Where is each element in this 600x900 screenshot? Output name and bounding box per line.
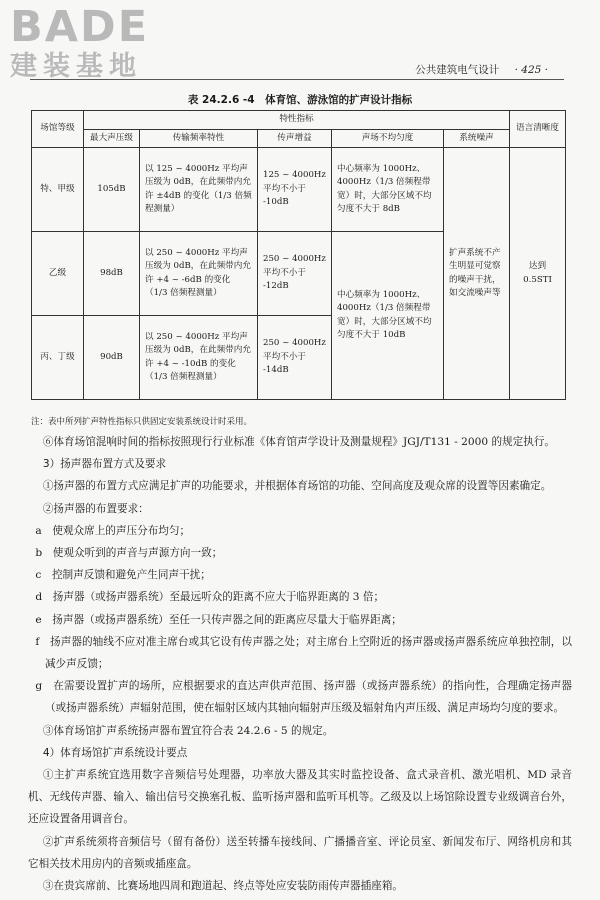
list-item: c 控制声反馈和避免产生同声干扰； [35,569,211,582]
cell-grade: 丙、丁级 [32,316,84,400]
list-item: g 在需要设置扩声的场所，应根据要求的直达声供声范围、扬声器（或扬声器系统）的指向性，合理确定扬声器（或扬声器系统）声辐射范围，使在辐射区域内其轴向辐射声压级及辐射角内声压级、满足声场均匀度的要求。 [35,680,572,715]
logo-subtitle: 建装基地 [10,51,142,82]
header-rule [30,79,564,80]
cell-gain: 250 ~ 4000Hz 平均不小于 -12dB [258,232,332,316]
col-header-clarity: 语言清晰度 [510,111,566,148]
cell-max-spl: 105dB [84,148,140,232]
cell-uniformity: 中心频率为 1000Hz、4000Hz（1/3 倍频程带宽）时，大部分区域不均匀度不大于 8dB [332,148,444,232]
list-item: b 使观众听到的声音与声源方向一致； [35,547,223,560]
spec-table-wrapper [31,110,565,400]
spec-table [31,110,566,400]
table-header-row [32,111,566,130]
list-item: a 使观众席上的声压分布均匀； [35,524,191,537]
col-header-freq: 传输频率特性 [140,129,258,148]
cell-noise: 扩声系统不产生明显可觉察的噪声干扰，如交流噪声等 [444,148,510,400]
cell-freq: 以 125 ~ 4000Hz 平均声压级为 0dB，在此频带内允许 ±4dB 的变化（1/3 倍频程测量） [140,148,258,232]
section-heading: 4）体育场馆扩声系统设计要点 [42,746,188,759]
cell-freq: 以 250 ~ 4000Hz 平均声压级为 0dB，在此频带内允许 +4 ~ -10dB 的变化（1/3 倍频程测量） [140,316,258,400]
section-heading: 3）扬声器布置方式及要求 [42,458,167,471]
cell-clarity: 达到 0.5STI [510,148,566,400]
col-header-noise: 系统噪声 [444,129,510,148]
col-header-max-spl: 最大声压级 [84,129,140,148]
col-group-header: 特性指标 [84,111,510,130]
paragraph: ②扩声系统须将音频信号（留有备份）送至转播车接线间、广播播音室、评论员室、新闻发布厅、网络机房和其它相关技术用房内的音频或插座盒。 [28,835,572,870]
list-item: d 扬声器（或扬声器系统）至最远听众的距离不应大于临界距离的 3 倍； [35,591,385,604]
paragraph: ⑥体育场馆混响时间的指标按照现行行业标准《体育馆声学设计及测量规程》JGJ/T131 - 2000 的规定执行。 [42,436,556,448]
table-row [32,148,566,232]
cell-gain: 250 ~ 4000Hz 平均不小于 -14dB [258,316,332,400]
cell-uniformity: 中心频率为 1000Hz、4000Hz（1/3 倍频程带宽）时，大部分区域不均匀度不大于 10dB [332,232,444,400]
paragraph: ③在贵宾席前、比赛场地四周和跑道起、终点等处应安装防雨传声器插座箱。 [42,880,404,893]
table-note: 注：表中所列扩声特性指标只供固定安装系统设计时采用。 [31,417,253,427]
cell-gain: 125 ~ 4000Hz 平均不小于 -10dB [258,148,332,232]
paragraph: ③体育场馆扩声系统扬声器布置宜符合表 24.2.6 - 5 的规定。 [42,724,334,737]
list-item: e 扬声器（或扬声器系统）至任一只传声器之间的距离应尽量大于临界距离； [35,613,402,626]
col-header-uniformity: 声场不均匀度 [332,129,444,148]
running-header [415,62,548,77]
brand-logo [10,4,210,84]
paragraph: ①扬声器的布置方式应满足扩声的功能要求，并根据体育场馆的功能、空间高度及观众席的设置等因素确定。 [42,480,552,493]
logo-wordmark: BADE [10,2,150,52]
col-header-grade: 场馆等级 [32,111,84,148]
body-text [28,431,572,897]
table-subheader-row [32,129,566,148]
cell-grade: 特、甲级 [32,148,84,232]
paragraph: ②扬声器的布置要求： [42,502,149,515]
cell-freq: 以 250 ~ 4000Hz 平均声压级为 0dB，在此频带内允许 +4 ~ -6dB 的变化（1/3 倍频程测量） [140,232,258,316]
cell-max-spl: 90dB [84,316,140,400]
col-header-gain: 传声增益 [258,129,332,148]
table-title: 表 24.2.6 -4 体育馆、游泳馆的扩声设计指标 [187,94,413,106]
page-number: · 425 · [514,64,548,76]
paragraph: ①主扩声系统宜选用数字音频信号处理器，功率放大器及其实时监控设备、盒式录音机、激光唱机、MD 录音机、无线传声器、输入、输出信号交换塞孔板、监听扬声器和监听耳机等。乙级及以上场馆除设置专业级调音台外，还应设置备用调音台。 [28,769,572,826]
cell-grade: 乙级 [32,232,84,316]
cell-max-spl: 98dB [84,232,140,316]
list-item: f 扬声器的轴线不应对准主席台或其它设有传声器之处；对主席台上空附近的扬声器或扬声器系统应单独控制，以减少声反馈； [35,635,572,671]
running-title: 公共建筑电气设计 [415,64,500,76]
